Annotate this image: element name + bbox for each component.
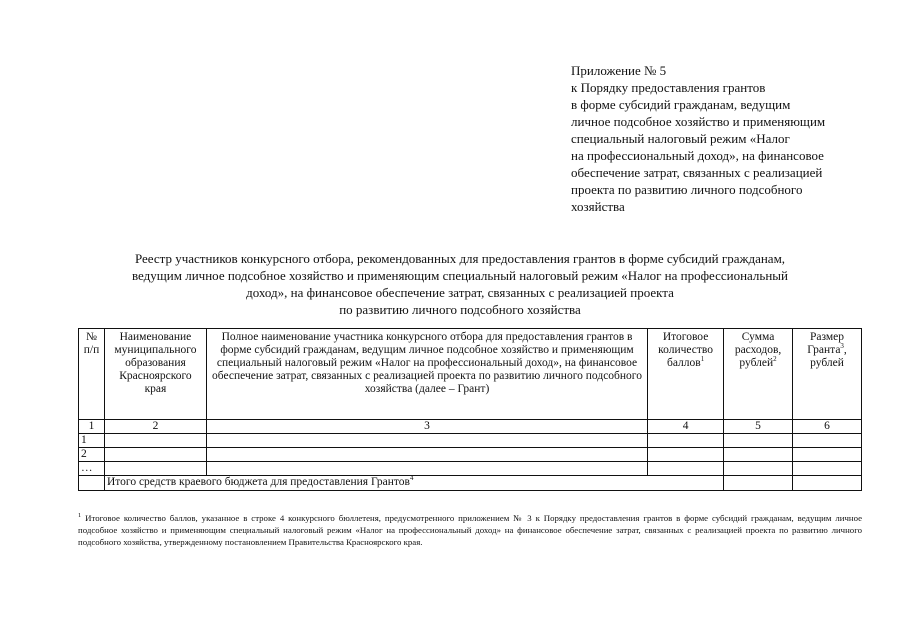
appendix-line: личное подсобное хозяйство и применяющим xyxy=(571,114,826,129)
header-expenses-text: Сумма расходов, рублей xyxy=(734,331,782,369)
title-line: Реестр участников конкурсного отбора, рекомендованных для предоставления грантов в форме субсидий гражданам, xyxy=(134,251,786,266)
header-total-points xyxy=(648,329,724,420)
column-number: 1 xyxy=(79,420,105,434)
header-number: № п/п xyxy=(79,329,105,420)
title-line: доход», на финансовое обеспечение затрат, связанных с реализацией проекта xyxy=(246,285,674,300)
table-cell xyxy=(104,462,206,476)
table-row xyxy=(79,448,862,462)
header-participant-name: Полное наименование участника конкурсного отбора для предоставления грантов в форме субсидий гражданам, ведущим личное подсобное хозяйство и применяющим специальный налоговый режим «Налог на профессиональный доход», на финансовое обеспечение затрат, связанных с реализацией проекта по развитию личного подсобного хозяйства (далее – Грант) xyxy=(206,329,647,420)
table-cell xyxy=(724,434,793,448)
title-line: по развитию личного подсобного хозяйства xyxy=(339,302,581,317)
row-number: 1 xyxy=(79,434,105,448)
table-row xyxy=(79,434,862,448)
total-label xyxy=(104,476,723,491)
appendix-header xyxy=(571,62,891,215)
column-number: 5 xyxy=(724,420,793,434)
table-cell xyxy=(724,448,793,462)
table-row xyxy=(79,462,862,476)
appendix-line: специальный налоговый режим «Налог xyxy=(571,131,790,146)
table-cell xyxy=(206,448,647,462)
appendix-line: проекта по развитию личного подсобного xyxy=(571,182,803,197)
registry-table xyxy=(78,328,862,491)
header-grant-size-unit: , рублей xyxy=(810,344,847,369)
table-cell xyxy=(104,434,206,448)
total-label-text: Итого средств краевого бюджета для предоставления Грантов xyxy=(106,476,410,488)
header-grant-size xyxy=(793,329,862,420)
header-total-points-text: Итоговое количество баллов xyxy=(658,331,714,369)
table-cell xyxy=(724,476,793,491)
appendix-line: на профессиональный доход», на финансовое xyxy=(571,148,824,163)
column-number: 3 xyxy=(206,420,647,434)
table-cell xyxy=(793,462,862,476)
document-title xyxy=(60,250,860,318)
header-grant-size-text: Размер Гранта xyxy=(807,331,845,356)
table-cell xyxy=(79,476,105,491)
footnote-text: Итоговое количество баллов, указанное в строке 4 конкурсного бюллетеня, предусмотренного приложением № 3 к Порядку предоставления грантов в форме субсидий гражданам, ведущим личное подсобное хозяйство и применяющим специальный налоговый режим «Налог на профессиональный доход» на финансовое обеспечение затрат, связанных с реализацией проекта по развитию личного подсобного хозяйства, утвержденному постановлением Правительства Красноярского края. xyxy=(78,513,862,547)
column-number-row xyxy=(79,420,862,434)
appendix-line: к Порядку предоставления грантов xyxy=(571,80,766,95)
row-number: 2 xyxy=(79,448,105,462)
table-cell xyxy=(648,462,724,476)
table-cell xyxy=(793,434,862,448)
table-cell xyxy=(206,462,647,476)
footnote xyxy=(78,512,862,548)
header-municipality: Наименование муниципального образования Красноярского края xyxy=(104,329,206,420)
title-line: ведущим личное подсобное хозяйство и применяющим специальный налоговый режим «Налог на профессиональный xyxy=(132,268,788,283)
footnote-marker: 1 xyxy=(78,512,82,520)
column-number: 2 xyxy=(104,420,206,434)
table-cell xyxy=(793,448,862,462)
appendix-line: хозяйства xyxy=(571,199,625,214)
appendix-line: Приложение № 5 xyxy=(571,63,667,78)
column-number: 6 xyxy=(793,420,862,434)
footnote-ref: 1 xyxy=(700,355,705,364)
footnote-ref: 3 xyxy=(840,342,844,351)
total-row xyxy=(79,476,862,491)
table-cell xyxy=(724,462,793,476)
appendix-line: обеспечение затрат, связанных с реализацией xyxy=(571,165,823,180)
table-cell xyxy=(104,448,206,462)
row-number: … xyxy=(79,462,105,476)
table-cell xyxy=(648,434,724,448)
table-cell xyxy=(206,434,647,448)
footnote-ref: 2 xyxy=(773,355,777,364)
footnote-ref: 4 xyxy=(409,474,414,483)
table-cell xyxy=(648,448,724,462)
header-expenses xyxy=(724,329,793,420)
table-header-row xyxy=(79,329,862,420)
table-cell xyxy=(793,476,862,491)
appendix-line: в форме субсидий гражданам, ведущим xyxy=(571,97,791,112)
column-number: 4 xyxy=(648,420,724,434)
